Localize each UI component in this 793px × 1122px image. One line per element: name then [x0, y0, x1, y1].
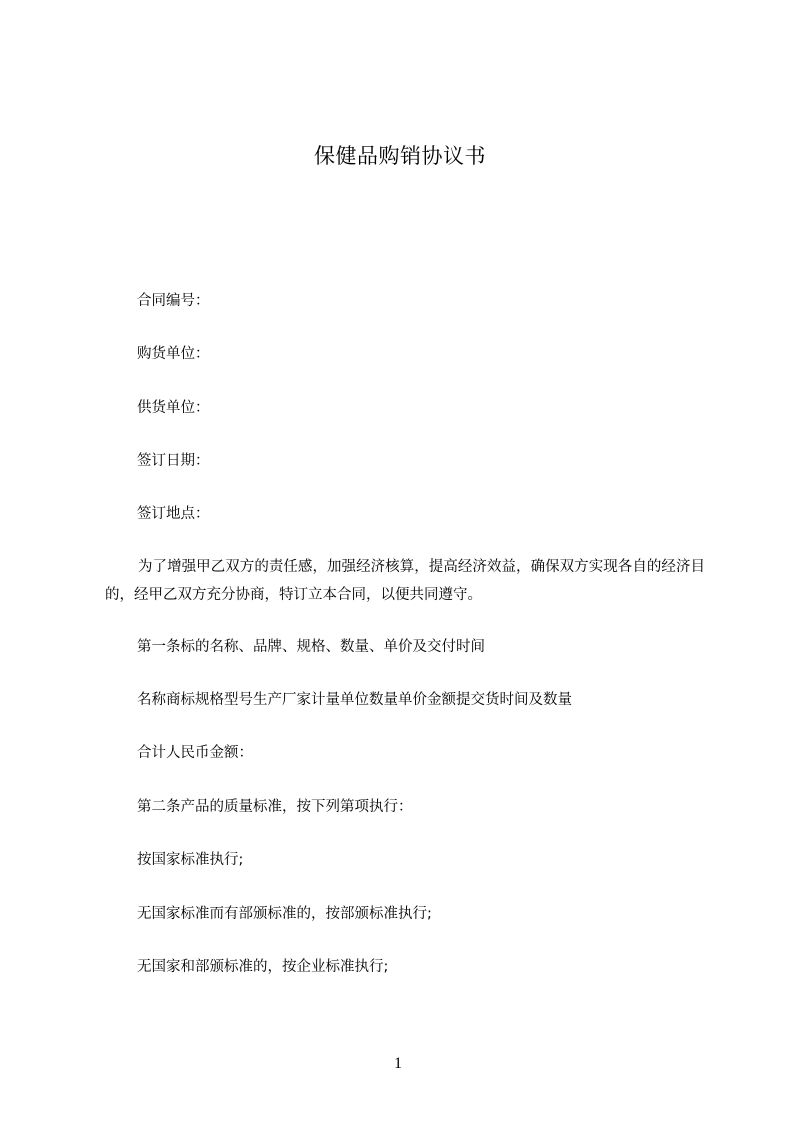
- standard-ministerial: 无国家标准而有部颁标准的，按部颁标准执行;: [137, 906, 432, 922]
- buyer-field: 购货单位：: [137, 346, 210, 362]
- document-title: 保健品购销协议书: [314, 144, 486, 168]
- article-1-title: 第一条标的名称、品牌、规格、数量、单价及交付时间: [137, 639, 485, 655]
- intro-paragraph: 为了增强甲乙双方的责任感，加强经济核算，提高经济效益，确保双方实现各自的经济目的，经甲乙双方充分协商，特订立本合同，以便共同遵守。: [105, 559, 705, 603]
- article-2-title: 第二条产品的质量标准，按下列第项执行：: [137, 799, 413, 815]
- product-table-header: 名称商标规格型号生产厂家计量单位数量单价金额提交货时间及数量: [137, 692, 572, 708]
- supplier-field: 供货单位：: [137, 400, 210, 416]
- standard-enterprise: 无国家和部颁标准的，按企业标准执行;: [137, 959, 389, 975]
- sign-date-field: 签订日期：: [137, 453, 210, 469]
- page-number: 1: [394, 1055, 402, 1072]
- total-amount-field: 合计人民币金额：: [137, 745, 253, 761]
- standard-national: 按国家标准执行;: [137, 852, 244, 868]
- contract-number-field: 合同编号：: [137, 293, 210, 309]
- sign-place-field: 签订地点：: [137, 506, 210, 522]
